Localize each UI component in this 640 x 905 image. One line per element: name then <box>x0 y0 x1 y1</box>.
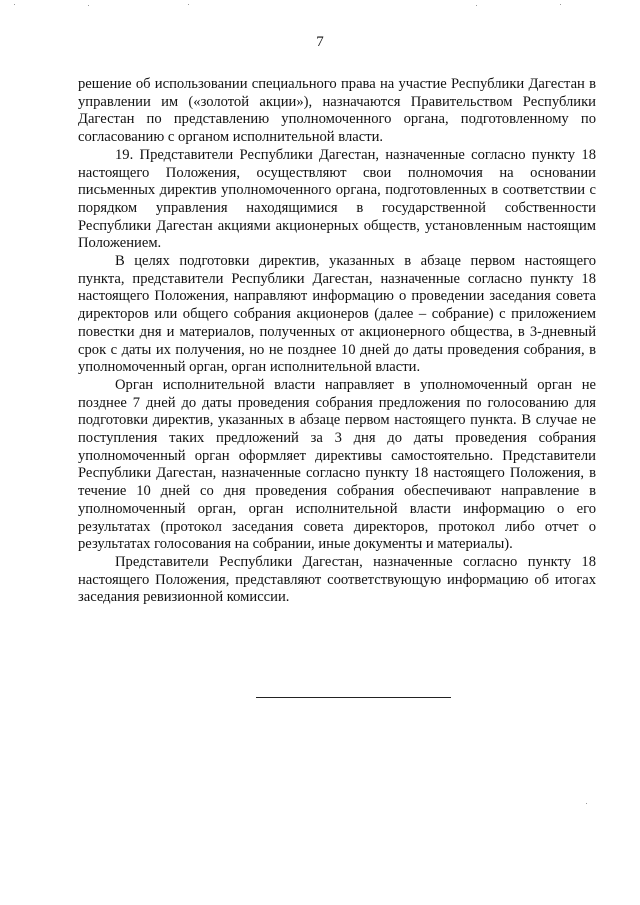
scan-speck <box>88 5 89 6</box>
paragraph-directives-preparation: В целях подготовки директив, указанных в абзаце первом настоящего пункта, представители Республики Дагестан, назначенные согласно пункту 18 настоящего Положения, направляют информацию о проведении заседания совета директоров или общего собрания акционеров (далее – собрание) с приложением повестки дня и материалов, полученных от акционерного общества, в 3-дневный срок с даты их получения, но не позднее 10 дней до даты проведения собрания, в уполномоченный орган, орган исполнительной власти. <box>78 253 596 376</box>
document-body <box>78 76 596 607</box>
scan-speck <box>188 4 189 5</box>
paragraph-audit-commission: Представители Республики Дагестан, назначенные согласно пункту 18 настоящего Положения, представляют соответствующую информацию об итогах заседания ревизионной комиссии. <box>78 553 596 606</box>
scan-speck <box>586 803 587 804</box>
paragraph-item-19: 19. Представители Республики Дагестан, назначенные согласно пункту 18 настоящего Положения, осуществляют свои полномочия на основании письменных директив уполномоченного органа, подготовленных в соответствии с порядком управления находящимися в государственной собственности Республики Дагестан акциями акционерных обществ, установленным настоящим Положением. <box>78 146 596 252</box>
page-number: 7 <box>316 34 324 50</box>
paragraph-continuation: решение об использовании специального права на участие Республики Дагестан в управлении им («золотой акции»), назначаются Правительством Республики Дагестан по представлению уполномоченного органа, подготовленному по согласованию с органом исполнительной власти. <box>78 76 596 146</box>
scan-speck <box>560 4 561 5</box>
scan-speck <box>14 4 15 5</box>
scan-speck <box>476 5 477 6</box>
end-of-document-rule <box>256 697 451 698</box>
paragraph-executive-body-proposals: Орган исполнительной власти направляет в уполномоченный орган не позднее 7 дней до даты проведения собрания предложения по голосованию для подготовки директив, указанных в абзаце первом настоящего пункта. В случае не поступления таких предложений за 3 дня до даты проведения собрания уполномоченный орган оформляет директивы самостоятельно. Представители Республики Дагестан, назначенные согласно пункту 18 настоящего Положения, в течение 10 дней со дня проведения собрания обеспечивают направление в уполномоченный орган, орган исполнительной власти информацию о его результатах (протокол заседания совета директоров, протокол либо отчет о результатах голосования на собрании, иные документы и материалы). <box>78 376 596 553</box>
